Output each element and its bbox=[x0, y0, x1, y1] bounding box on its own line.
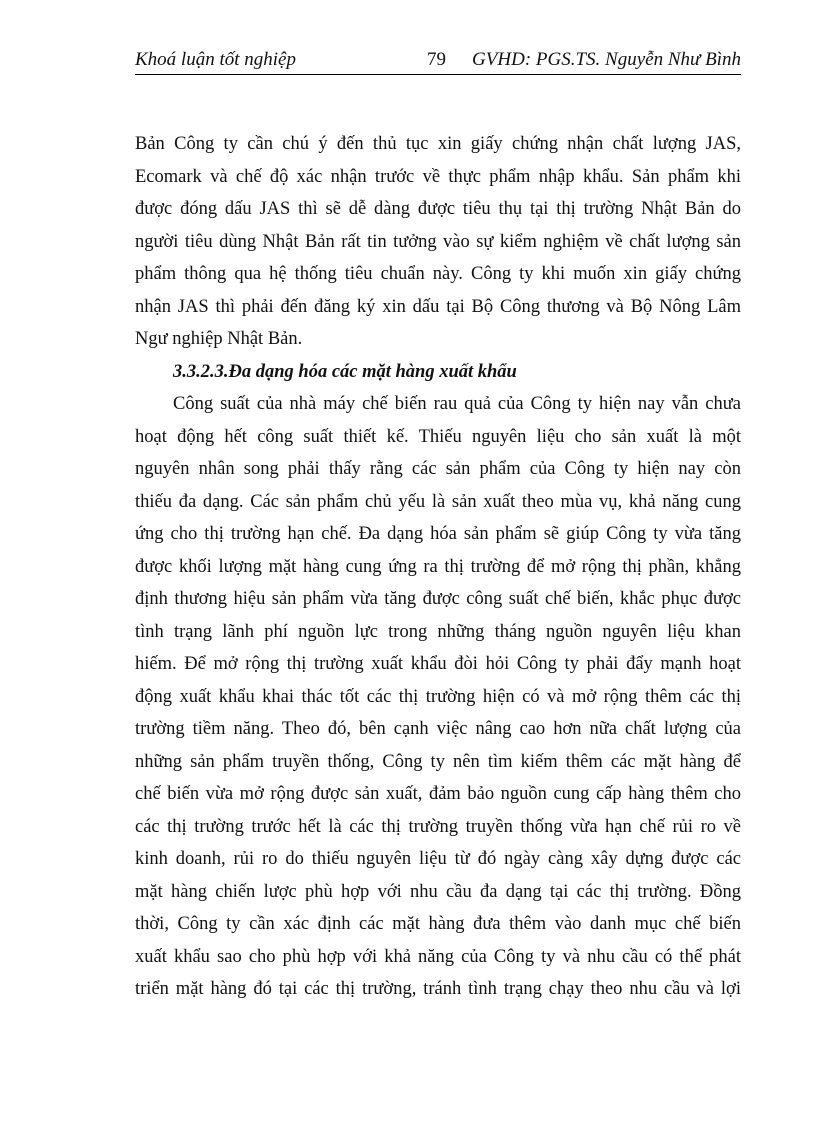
text-line: thiếu đa dạng. Các sản phẩm chủ yếu là sản xuất theo mùa vụ, khả năng cung bbox=[135, 491, 741, 512]
text-line: hiếm. Để mở rộng thị trường xuất khẩu đòi hỏi Công ty phải đẩy mạnh hoạt bbox=[135, 654, 741, 674]
text-line: hoạt động hết công suất thiết kế. Thiếu nguyên liệu cho sản xuất là một bbox=[135, 426, 741, 447]
header-thesis-title: Khoá luận tốt nghiệp bbox=[135, 49, 296, 70]
text-line: ứng cho thị trường hạn chế. Đa dạng hóa sản phẩm sẽ giúp Công ty vừa tăng bbox=[135, 524, 741, 544]
text-line: được đóng dấu JAS thì sẽ dễ dàng được tiêu thụ tại thị trường Nhật Bản do bbox=[135, 199, 741, 219]
text-line: phẩm thông qua hệ thống tiêu chuẩn này. Công ty khi muốn xin giấy chứng bbox=[135, 264, 741, 284]
text-line: thời, Công ty cần xác định các mặt hàng đưa thêm vào danh mục chế biến bbox=[135, 914, 741, 934]
paragraph-jas-certification bbox=[135, 128, 741, 356]
text-line: Ecomark và chế độ xác nhận trước về thực phẩm nhập khẩu. Sản phẩm khi bbox=[135, 166, 741, 187]
text-line: Ngư nghiệp Nhật Bản. bbox=[135, 329, 303, 349]
text-line: các thị trường trước hết là các thị trường truyền thống vừa hạn chế rủi ro về bbox=[135, 816, 741, 837]
text-line: trường tiềm năng. Theo đó, bên cạnh việc nâng cao hơn nữa chất lượng của bbox=[135, 719, 741, 739]
text-line: nguyên nhân song phải thấy rằng các sản phẩm của Công ty hiện nay còn bbox=[135, 459, 741, 479]
page-header bbox=[135, 48, 741, 75]
text-line: người tiêu dùng Nhật Bản rất tin tưởng vào sự kiểm nghiệm về chất lượng sản bbox=[135, 231, 741, 252]
text-line: mặt hàng chiến lược phù hợp với nhu cầu đa dạng tại các thị trường. Đồng bbox=[135, 881, 741, 902]
text-line: Bản Công ty cần chú ý đến thủ tục xin giấy chứng nhận chất lượng JAS, bbox=[135, 134, 741, 154]
page-number: 79 bbox=[427, 49, 446, 70]
text-line: định thương hiệu sản phẩm vừa tăng được công suất chế biến, khắc phục được bbox=[135, 589, 741, 609]
text-line: triển mặt hàng đó tại các thị trường, tránh tình trạng chạy theo nhu cầu và lợi bbox=[135, 979, 741, 999]
text-line: động xuất khẩu khai thác tốt các thị trường hiện có và mở rộng thêm các thị bbox=[135, 686, 741, 707]
paragraph-diversification bbox=[135, 388, 741, 1006]
text-line: tình trạng lãnh phí nguồn lực trong những tháng nguồn nguyên liệu khan bbox=[135, 621, 741, 642]
text-line: kinh doanh, rủi ro do thiếu nguyên liệu từ đó ngày càng xây dựng được các bbox=[135, 849, 741, 869]
text-line: xuất khẩu sao cho phù hợp với khả năng của Công ty và nhu cầu có thể phát bbox=[135, 946, 741, 967]
text-line: Công suất của nhà máy chế biến rau quả của Công ty hiện nay vẫn chưa bbox=[173, 394, 741, 414]
text-line: nhận JAS thì phải đến đăng ký xin dấu tại Bộ Công thương và Bộ Nông Lâm bbox=[135, 296, 741, 317]
text-line: những sản phẩm truyền thống, Công ty nên tìm kiếm thêm các mặt hàng để bbox=[135, 751, 741, 772]
text-line: chế biến vừa mở rộng được sản xuất, đảm bảo nguồn cung cấp hàng thêm cho bbox=[135, 784, 741, 804]
header-supervisor: GVHD: PGS.TS. Nguyễn Như Bình bbox=[472, 49, 741, 70]
document-body bbox=[135, 128, 741, 1006]
text-line: được khối lượng mặt hàng cung ứng ra thị trường để mở rộng thị phần, khẳng bbox=[135, 556, 741, 577]
section-heading: 3.3.2.3.Đa dạng hóa các mặt hàng xuất khẩu bbox=[173, 361, 517, 382]
